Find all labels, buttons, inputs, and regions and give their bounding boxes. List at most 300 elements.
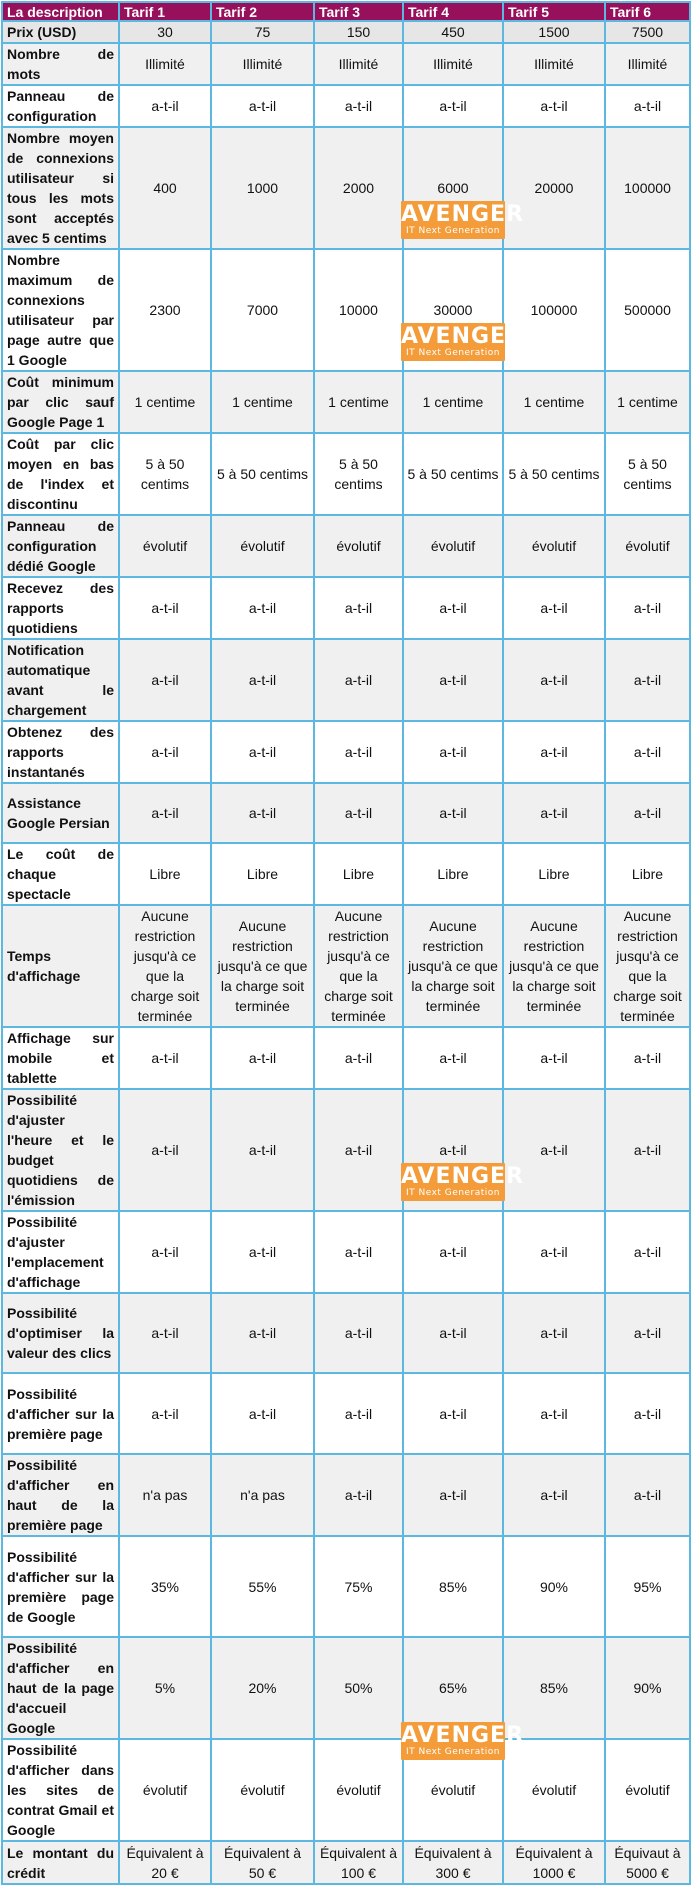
table-cell [605,721,690,783]
table-cell [403,1536,503,1637]
table-cell [503,1027,605,1089]
table-cell [119,1841,211,1884]
row-label: Temps d'affichage [2,905,119,1027]
table-cell [503,843,605,905]
cell-value: 150 [346,24,371,40]
cell-value: a-t-il [633,1487,662,1503]
table-cell [605,639,690,721]
table-cell [401,1637,525,1757]
row-label: Possibilité d'afficher dans les sites de contrat Gmail et Google [2,1739,119,1841]
table-cell [403,1027,503,1089]
cell-value: a-t-il [540,600,568,616]
table-cell [605,21,690,43]
table-cell [403,1211,503,1293]
column-header: Tarif 2 [211,2,314,21]
table-cell [403,21,503,43]
table-cell [605,843,690,905]
table-cell [211,577,314,639]
cell-value: a-t-il [439,744,467,760]
cell-value: a-t-il [151,805,179,821]
cell-value: 5 à 50 centims [216,466,309,482]
row-label: Possibilité d'ajuster l'heure et le budget quotidiens de l'émission [2,1089,119,1211]
cell-value: a-t-il [633,805,662,821]
cell-value: 35% [150,1578,180,1595]
table-cell [119,783,211,843]
cell-value: a-t-il [633,98,662,114]
table-cell [403,1373,503,1454]
table-cell [211,1536,314,1637]
row-label: Nombre de mots [2,43,119,85]
cell-value: a-t-il [439,600,467,616]
cell-value: a-t-il [633,1142,662,1158]
cell-value: Illimité [433,56,473,72]
cell-value: a-t-il [151,672,179,688]
cell-value: a-t-il [344,1050,373,1066]
row-label: Le coût de chaque spectacle [2,843,119,905]
table-cell [314,1089,403,1211]
column-header: La description [2,2,119,21]
cell-value: Libre [342,866,375,882]
cell-value: Illimité [145,56,185,72]
table-cell [503,249,605,371]
cell-value: 20000 [534,180,574,196]
table-cell [119,21,211,43]
table-cell [403,1293,503,1373]
table-cell [211,1089,314,1211]
cell-value: a-t-il [439,672,467,688]
table-cell [119,1536,211,1637]
table-cell [211,905,314,1027]
cell-value: 30000 [433,302,473,318]
cell-value: a-t-il [540,744,568,760]
cell-value: a-t-il [540,672,568,688]
table-cell [605,85,690,127]
table-cell [211,371,314,433]
table-cell [403,85,503,127]
table-cell [503,1841,605,1884]
cell-value: a-t-il [540,1405,568,1422]
table-cell [314,1637,403,1739]
cell-value: a-t-il [151,600,179,616]
table-cell [314,1027,403,1089]
table-cell [605,43,690,85]
table-cell [119,577,211,639]
table-cell [605,1293,690,1373]
table-row [2,1211,690,1293]
table-cell [403,721,503,783]
table-cell [503,371,605,433]
table-cell [403,433,503,515]
cell-value: 100000 [530,302,578,318]
column-header: Tarif 6 [605,2,690,21]
table-cell [403,1841,503,1884]
table-row [2,783,690,843]
cell-value: a-t-il [439,1405,467,1422]
cell-value: Équivalent à 20 € [126,1844,204,1881]
watermark-title: AVENGER [401,1723,525,1748]
cell-value: a-t-il [248,805,277,821]
row-label: Possibilité d'ajuster l'emplacement d'affichage [2,1211,119,1293]
table-cell [314,577,403,639]
table-cell [503,433,605,515]
table-row [2,21,690,43]
table-row [2,433,690,515]
table-cell [403,1739,503,1841]
cell-value: évolutif [430,538,476,554]
row-label: Coût par clic moyen en bas de l'index et discontinu [2,433,119,515]
cell-value: 500000 [624,302,671,318]
table-row [2,639,690,721]
pricing-table [1,1,691,1885]
row-label: Possibilité d'afficher sur la première page [2,1373,119,1454]
table-cell [314,433,403,515]
table-cell [119,1211,211,1293]
cell-value: Illimité [242,56,283,72]
table-cell [119,249,211,371]
cell-value: Équivaut à 5000 € [614,1844,681,1881]
table-cell [503,1536,605,1637]
cell-value: 1 centime [134,394,196,410]
cell-value: 7500 [631,24,664,40]
table-row [2,515,690,577]
table-cell [314,21,403,43]
watermark-title: AVENGER [401,1164,525,1189]
cell-value: 85% [438,1578,468,1595]
table-cell [605,1536,690,1637]
cell-value: 90% [539,1578,569,1595]
row-label: Panneau de configuration [2,85,119,127]
table-cell [403,371,503,433]
table-cell [314,249,403,371]
table-cell [503,783,605,843]
cell-value: évolutif [336,538,381,554]
table-cell [401,1089,525,1211]
table-cell [119,1027,211,1089]
cell-value: a-t-il [344,1142,373,1158]
cell-value: 2000 [342,180,375,196]
table-cell [401,127,525,249]
table-cell [119,371,211,433]
cell-value: a-t-il [248,1405,277,1422]
cell-value: a-t-il [633,744,662,760]
cell-value: 10000 [339,302,378,318]
cell-value: a-t-il [151,1050,179,1066]
table-cell [605,1211,690,1293]
cell-value: 85% [539,1680,569,1696]
cell-value: a-t-il [344,744,373,760]
cell-value: 1000 [246,180,279,196]
table-cell [605,1454,690,1536]
cell-value: évolutif [240,538,285,554]
cell-value: Libre [149,866,181,882]
cell-value: 450 [441,24,465,40]
cell-value: évolutif [531,538,577,554]
cell-value: 1 centime [328,394,389,410]
table-cell [503,127,605,249]
cell-value: 2300 [149,302,181,318]
row-label: Nombre maximum de connexions utilisateur par page autre que 1 Google [2,249,119,371]
table-cell [119,127,211,249]
cell-value: Libre [631,866,664,882]
table-cell [605,1739,690,1841]
cell-value: a-t-il [633,1405,662,1422]
cell-value: 95% [633,1578,662,1595]
row-label: Possibilité d'afficher sur la première page de Google [2,1536,119,1637]
column-header: Tarif 4 [403,2,503,21]
cell-value: a-t-il [540,1325,568,1341]
table-cell [119,1739,211,1841]
cell-value: a-t-il [633,600,662,616]
table-cell [314,85,403,127]
table-cell [403,783,503,843]
table-row [2,127,690,249]
row-label: Le montant du crédit [2,1841,119,1884]
table-cell [403,843,503,905]
cell-value: Équivalent à 50 € [223,1844,302,1881]
table-cell [503,43,605,85]
table-cell [503,577,605,639]
cell-value: a-t-il [248,1244,277,1260]
cell-value: n'a pas [240,1487,285,1503]
row-label: Nombre moyen de connexions utilisateur si tous les mots sont acceptés avec 5 centims [2,127,119,249]
watermark-subtitle: IT Next Generation [405,1747,501,1757]
watermark-subtitle: IT Next Generation [405,226,501,236]
cell-value: Libre [437,866,469,882]
cell-value: 5 à 50 centims [623,456,672,492]
table-cell [314,905,403,1027]
table-row [2,843,690,905]
cell-value: Équivalent à 1000 € [515,1844,593,1881]
table-cell [211,1454,314,1536]
table-cell [605,249,690,371]
cell-value: a-t-il [248,744,277,760]
table-cell [314,783,403,843]
cell-value: a-t-il [439,805,467,821]
cell-value: a-t-il [344,98,373,114]
table-cell [211,639,314,721]
table-cell [503,1293,605,1373]
cell-value: a-t-il [540,1142,568,1158]
table-cell [211,721,314,783]
cell-value: 1 centime [422,394,484,410]
row-label: Recevez des rapports quotidiens [2,577,119,639]
cell-value: a-t-il [151,1325,179,1341]
table-cell [503,515,605,577]
table-row [2,1536,690,1637]
table-cell [211,249,314,371]
table-row [2,905,690,1027]
cell-value: évolutif [240,1782,285,1798]
column-header: Tarif 5 [503,2,605,21]
table-cell [503,85,605,127]
cell-value: a-t-il [151,98,179,114]
table-cell [119,721,211,783]
table-cell [119,1454,211,1536]
cell-value: Libre [538,866,570,882]
cell-value: évolutif [625,1782,670,1798]
table-row [2,1089,690,1211]
table-row [2,371,690,433]
watermark-title: AVENGER [401,202,525,227]
cell-value: Aucune restriction jusqu'à ce que la charge soit terminée [509,918,599,1014]
table-cell [605,1637,690,1739]
cell-value: 75% [344,1578,373,1595]
cell-value: a-t-il [633,1325,662,1341]
table-cell [211,1373,314,1454]
cell-value: 30 [157,24,173,40]
watermark-subtitle: IT Next Generation [405,348,501,358]
table-cell [119,515,211,577]
cell-value: a-t-il [248,1050,277,1066]
cell-value: évolutif [625,538,670,554]
table-cell [211,1841,314,1884]
table-row [2,1454,690,1536]
table-cell [503,1373,605,1454]
table-cell [403,1454,503,1536]
cell-value: évolutif [336,1782,381,1798]
row-label: Prix (USD) [2,21,119,43]
cell-value: 100000 [624,180,671,196]
column-header: Tarif 3 [314,2,403,21]
cell-value: a-t-il [344,805,373,821]
cell-value: a-t-il [540,1244,568,1260]
cell-value: 5 à 50 centims [140,456,190,492]
row-label: Coût minimum par clic sauf Google Page 1 [2,371,119,433]
table-cell [119,905,211,1027]
table-cell [605,1027,690,1089]
cell-value: 6000 [437,180,469,196]
row-label: Obtenez des rapports instantanés [2,721,119,783]
cell-value: Illimité [338,56,379,72]
table-cell [211,1637,314,1739]
table-row [2,721,690,783]
table-row [2,85,690,127]
table-cell [314,1293,403,1373]
table-cell [119,1373,211,1454]
table-row [2,577,690,639]
table-cell [119,43,211,85]
watermark-subtitle: IT Next Generation [405,1188,501,1198]
table-cell [403,577,503,639]
row-label: Notification automatique avant le chargement [2,639,119,721]
table-cell [314,843,403,905]
table-cell [503,721,605,783]
table-cell [401,249,525,371]
cell-value: a-t-il [633,672,662,688]
table-cell [605,783,690,843]
table-cell [211,1027,314,1089]
cell-value: a-t-il [439,1142,467,1158]
cell-value: Aucune restriction jusqu'à ce que la charge soit terminée [324,908,393,1024]
table-cell [503,1089,605,1211]
cell-value: a-t-il [540,805,568,821]
cell-value: 5 à 50 centims [334,456,383,492]
table-cell [605,1841,690,1884]
table-cell [314,371,403,433]
cell-value: 400 [153,180,177,196]
cell-value: a-t-il [439,1050,467,1066]
table-body [2,21,690,1884]
table-cell [503,21,605,43]
table-cell [503,1637,605,1739]
table-cell [403,43,503,85]
cell-value: a-t-il [633,1244,662,1260]
cell-value: Illimité [627,56,668,72]
table-cell [503,639,605,721]
table-cell [314,639,403,721]
table-row [2,249,690,371]
table-cell [403,639,503,721]
table-cell [211,43,314,85]
cell-value: a-t-il [248,98,277,114]
cell-value: évolutif [142,538,188,554]
table-cell [211,843,314,905]
cell-value: a-t-il [439,1487,467,1503]
table-cell [211,85,314,127]
row-label: Possibilité d'afficher en haut de la première page [2,1454,119,1536]
table-row [2,43,690,85]
cell-value: a-t-il [151,1405,179,1422]
table-cell [605,127,690,249]
table-cell [119,843,211,905]
cell-value: Aucune restriction jusqu'à ce que la charge soit terminée [613,908,682,1024]
cell-value: a-t-il [248,1142,277,1158]
cell-value: a-t-il [151,1142,179,1158]
cell-value: a-t-il [344,1325,373,1341]
table-cell [314,127,403,249]
table-cell [605,515,690,577]
avenger-watermark-logo [401,201,525,239]
cell-value: a-t-il [248,1325,277,1341]
cell-value: 75 [254,24,271,40]
table-row [2,1841,690,1884]
cell-value: a-t-il [344,1405,373,1422]
table-cell [211,1293,314,1373]
table-cell [211,21,314,43]
table-cell [119,433,211,515]
cell-value: 7000 [246,302,279,318]
cell-value: 1 centime [617,394,678,410]
table-cell [314,1373,403,1454]
column-header: Tarif 1 [119,2,211,21]
cell-value: Illimité [534,56,574,72]
cell-value: a-t-il [248,600,277,616]
table-cell [314,1211,403,1293]
cell-value: 1 centime [523,394,585,410]
table-row [2,1027,690,1089]
table-cell [314,1536,403,1637]
table-cell [503,905,605,1027]
cell-value: a-t-il [633,1050,662,1066]
table-cell [119,1089,211,1211]
cell-value: Aucune restriction jusqu'à ce que la charge soit terminée [217,918,308,1014]
table-row [2,1373,690,1454]
table-cell [119,1293,211,1373]
table-cell [211,433,314,515]
avenger-watermark-logo [401,323,525,361]
table-cell [503,1454,605,1536]
table-cell [211,1211,314,1293]
table-cell [211,1739,314,1841]
cell-value: a-t-il [439,1325,467,1341]
table-cell [605,1373,690,1454]
watermark-title: AVENGER [401,324,525,349]
cell-value: 20% [248,1680,277,1696]
table-row [2,1293,690,1373]
table-cell [211,127,314,249]
cell-value: a-t-il [439,1244,467,1260]
cell-value: 1500 [538,24,570,40]
